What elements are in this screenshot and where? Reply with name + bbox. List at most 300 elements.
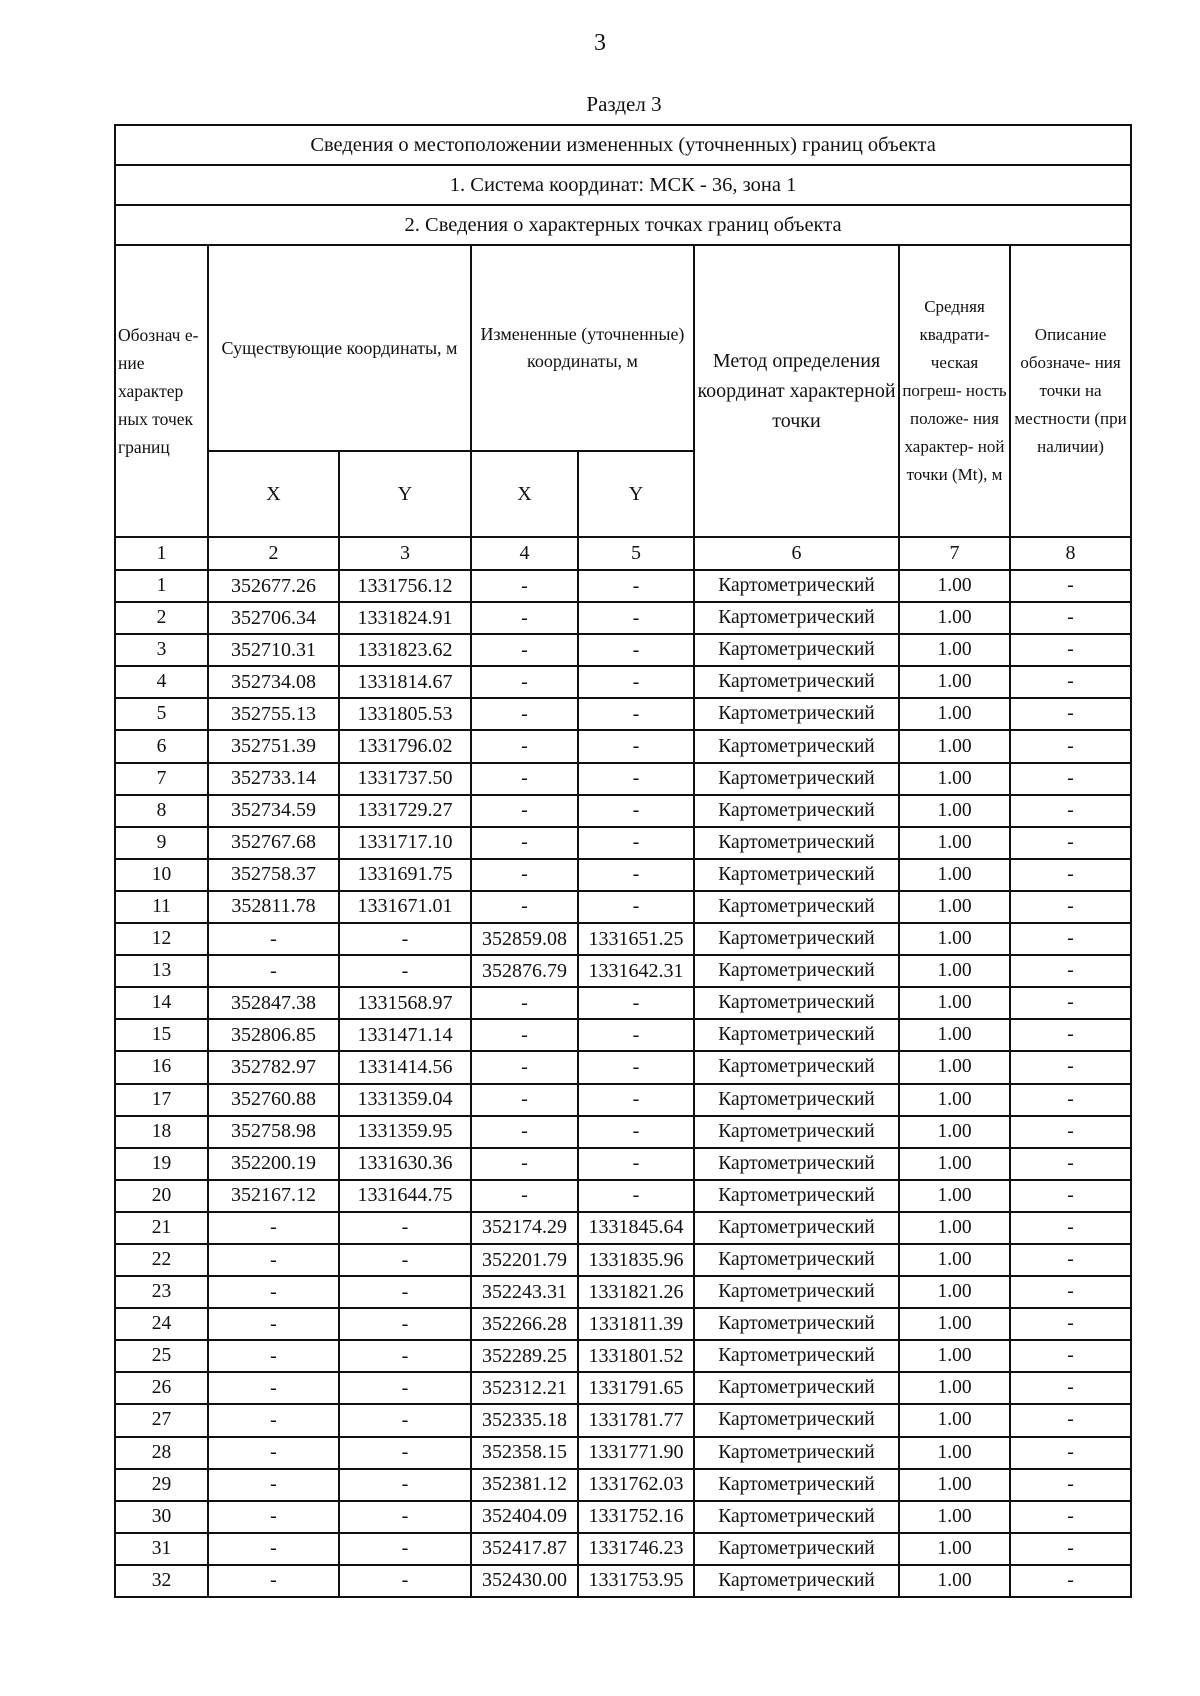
changed-y-cell: - xyxy=(578,1084,694,1116)
existing-y-cell: - xyxy=(339,1565,471,1597)
mean-error-cell: 1.00 xyxy=(899,1019,1010,1051)
point-number-cell: 25 xyxy=(115,1340,208,1372)
changed-y-cell: 1331642.31 xyxy=(578,955,694,987)
method-cell: Картометрический xyxy=(694,1565,899,1597)
existing-x-cell: - xyxy=(208,923,339,955)
point-number-cell: 18 xyxy=(115,1116,208,1148)
existing-x-cell: - xyxy=(208,1469,339,1501)
header-method: Метод определения координат характерной точки xyxy=(694,245,899,537)
changed-x-cell: - xyxy=(471,795,578,827)
existing-x-cell: - xyxy=(208,1276,339,1308)
method-cell: Картометрический xyxy=(694,570,899,602)
header-changed-coords: Измененные (уточненные) координаты, м xyxy=(471,245,694,451)
existing-y-cell: 1331823.62 xyxy=(339,634,471,666)
point-number-cell: 16 xyxy=(115,1051,208,1083)
point-number-cell: 1 xyxy=(115,570,208,602)
changed-x-cell: 352243.31 xyxy=(471,1276,578,1308)
existing-x-cell: - xyxy=(208,1533,339,1565)
mean-error-cell: 1.00 xyxy=(899,923,1010,955)
method-cell: Картометрический xyxy=(694,923,899,955)
changed-y-cell: - xyxy=(578,1148,694,1180)
changed-y-cell: - xyxy=(578,698,694,730)
table-row xyxy=(115,859,1131,891)
existing-y-cell: 1331756.12 xyxy=(339,570,471,602)
existing-x-cell: - xyxy=(208,1501,339,1533)
description-cell: - xyxy=(1010,987,1131,1019)
point-number-cell: 10 xyxy=(115,859,208,891)
mean-error-cell: 1.00 xyxy=(899,634,1010,666)
changed-y-cell: 1331811.39 xyxy=(578,1308,694,1340)
existing-y-cell: - xyxy=(339,1501,471,1533)
description-cell: - xyxy=(1010,698,1131,730)
mean-error-cell: 1.00 xyxy=(899,1565,1010,1597)
table-row xyxy=(115,1308,1131,1340)
changed-y-cell: - xyxy=(578,570,694,602)
description-cell: - xyxy=(1010,955,1131,987)
existing-x-cell: 352758.98 xyxy=(208,1116,339,1148)
column-number: 5 xyxy=(578,537,694,570)
point-number-cell: 24 xyxy=(115,1308,208,1340)
description-cell: - xyxy=(1010,602,1131,634)
changed-y-cell: 1331835.96 xyxy=(578,1244,694,1276)
table-row xyxy=(115,1084,1131,1116)
method-cell: Картометрический xyxy=(694,602,899,634)
table-row xyxy=(115,987,1131,1019)
changed-x-cell: - xyxy=(471,827,578,859)
existing-y-cell: 1331691.75 xyxy=(339,859,471,891)
description-cell: - xyxy=(1010,923,1131,955)
header-point-designation: Обознач е-ние характер ных точек границ xyxy=(115,245,208,537)
coordinates-table xyxy=(114,124,1132,1598)
changed-x-cell: - xyxy=(471,698,578,730)
existing-x-cell: - xyxy=(208,955,339,987)
changed-x-cell: - xyxy=(471,1180,578,1212)
description-cell: - xyxy=(1010,1308,1131,1340)
table-row xyxy=(115,795,1131,827)
point-number-cell: 29 xyxy=(115,1469,208,1501)
point-number-cell: 7 xyxy=(115,763,208,795)
existing-x-cell: 352734.59 xyxy=(208,795,339,827)
header-existing-coords: Существующие координаты, м xyxy=(208,245,471,451)
existing-y-cell: - xyxy=(339,1212,471,1244)
table-row xyxy=(115,1340,1131,1372)
existing-x-cell: 352806.85 xyxy=(208,1019,339,1051)
table-row xyxy=(115,763,1131,795)
point-number-cell: 8 xyxy=(115,795,208,827)
coord-system: 1. Система координат: МСК - 36, зона 1 xyxy=(115,165,1131,205)
point-number-cell: 23 xyxy=(115,1276,208,1308)
table-row xyxy=(115,1276,1131,1308)
column-number: 8 xyxy=(1010,537,1131,570)
table-row xyxy=(115,1404,1131,1436)
column-number: 7 xyxy=(899,537,1010,570)
column-numbers-row xyxy=(115,537,1131,570)
changed-y-cell: 1331845.64 xyxy=(578,1212,694,1244)
mean-error-cell: 1.00 xyxy=(899,1340,1010,1372)
point-number-cell: 17 xyxy=(115,1084,208,1116)
description-cell: - xyxy=(1010,634,1131,666)
changed-x-cell: - xyxy=(471,634,578,666)
existing-x-cell: 352751.39 xyxy=(208,730,339,762)
mean-error-cell: 1.00 xyxy=(899,795,1010,827)
mean-error-cell: 1.00 xyxy=(899,1469,1010,1501)
changed-y-cell: 1331651.25 xyxy=(578,923,694,955)
point-number-cell: 31 xyxy=(115,1533,208,1565)
changed-y-cell: - xyxy=(578,730,694,762)
section-title: Раздел 3 xyxy=(586,92,662,116)
table-row xyxy=(115,666,1131,698)
description-cell: - xyxy=(1010,570,1131,602)
mean-error-cell: 1.00 xyxy=(899,1051,1010,1083)
point-number-cell: 11 xyxy=(115,891,208,923)
description-cell: - xyxy=(1010,666,1131,698)
mean-error-cell: 1.00 xyxy=(899,1276,1010,1308)
existing-x-cell: 352733.14 xyxy=(208,763,339,795)
existing-y-cell: 1331796.02 xyxy=(339,730,471,762)
existing-y-cell: 1331359.04 xyxy=(339,1084,471,1116)
mean-error-cell: 1.00 xyxy=(899,1437,1010,1469)
table-row xyxy=(115,1437,1131,1469)
table-row xyxy=(115,1244,1131,1276)
changed-y-cell: 1331752.16 xyxy=(578,1501,694,1533)
description-cell: - xyxy=(1010,1565,1131,1597)
column-number: 2 xyxy=(208,537,339,570)
description-cell: - xyxy=(1010,1437,1131,1469)
changed-y-cell: 1331801.52 xyxy=(578,1340,694,1372)
existing-x-cell: 352767.68 xyxy=(208,827,339,859)
existing-x-cell: 352782.97 xyxy=(208,1051,339,1083)
changed-x-cell: 352417.87 xyxy=(471,1533,578,1565)
method-cell: Картометрический xyxy=(694,1051,899,1083)
header-mean-error: Средняя квадрати- ческая погреш- ность положе- ния характер- ной точки (Mt), м xyxy=(899,245,1010,537)
method-cell: Картометрический xyxy=(694,1212,899,1244)
method-cell: Картометрический xyxy=(694,987,899,1019)
existing-y-cell: - xyxy=(339,1308,471,1340)
mean-error-cell: 1.00 xyxy=(899,1244,1010,1276)
existing-x-cell: 352734.08 xyxy=(208,666,339,698)
existing-y-cell: 1331671.01 xyxy=(339,891,471,923)
point-number-cell: 12 xyxy=(115,923,208,955)
point-number-cell: 3 xyxy=(115,634,208,666)
existing-x-cell: - xyxy=(208,1340,339,1372)
existing-x-cell: 352706.34 xyxy=(208,602,339,634)
changed-x-cell: 352266.28 xyxy=(471,1308,578,1340)
existing-y-cell: - xyxy=(339,1533,471,1565)
point-number-cell: 14 xyxy=(115,987,208,1019)
existing-x-cell: - xyxy=(208,1308,339,1340)
point-number-cell: 30 xyxy=(115,1501,208,1533)
changed-y-cell: - xyxy=(578,634,694,666)
changed-y-cell: 1331746.23 xyxy=(578,1533,694,1565)
table-row xyxy=(115,1116,1131,1148)
existing-x-cell: 352677.26 xyxy=(208,570,339,602)
point-number-cell: 2 xyxy=(115,602,208,634)
table-row xyxy=(115,1148,1131,1180)
header-changed-x: X xyxy=(471,451,578,537)
existing-y-cell: - xyxy=(339,955,471,987)
changed-x-cell: - xyxy=(471,1051,578,1083)
table-row xyxy=(115,891,1131,923)
changed-x-cell: - xyxy=(471,602,578,634)
changed-y-cell: - xyxy=(578,602,694,634)
changed-x-cell: 352876.79 xyxy=(471,955,578,987)
existing-y-cell: 1331729.27 xyxy=(339,795,471,827)
existing-x-cell: 352847.38 xyxy=(208,987,339,1019)
description-cell: - xyxy=(1010,859,1131,891)
method-cell: Картометрический xyxy=(694,1469,899,1501)
method-cell: Картометрический xyxy=(694,1148,899,1180)
mean-error-cell: 1.00 xyxy=(899,1372,1010,1404)
description-cell: - xyxy=(1010,1244,1131,1276)
existing-y-cell: - xyxy=(339,1276,471,1308)
method-cell: Картометрический xyxy=(694,1244,899,1276)
existing-x-cell: 352811.78 xyxy=(208,891,339,923)
table-row xyxy=(115,1051,1131,1083)
existing-y-cell: - xyxy=(339,1437,471,1469)
existing-y-cell: - xyxy=(339,1372,471,1404)
point-number-cell: 6 xyxy=(115,730,208,762)
method-cell: Картометрический xyxy=(694,1084,899,1116)
changed-y-cell: 1331762.03 xyxy=(578,1469,694,1501)
changed-y-cell: - xyxy=(578,891,694,923)
existing-y-cell: 1331805.53 xyxy=(339,698,471,730)
changed-y-cell: 1331781.77 xyxy=(578,1404,694,1436)
column-number: 6 xyxy=(694,537,899,570)
mean-error-cell: 1.00 xyxy=(899,891,1010,923)
description-cell: - xyxy=(1010,763,1131,795)
point-number-cell: 20 xyxy=(115,1180,208,1212)
existing-y-cell: 1331414.56 xyxy=(339,1051,471,1083)
header-description: Описание обозначе- ния точки на местности (при наличии) xyxy=(1010,245,1131,537)
existing-x-cell: - xyxy=(208,1244,339,1276)
method-cell: Картометрический xyxy=(694,1276,899,1308)
changed-y-cell: - xyxy=(578,795,694,827)
existing-y-cell: - xyxy=(339,923,471,955)
table-row xyxy=(115,602,1131,634)
description-cell: - xyxy=(1010,1116,1131,1148)
changed-y-cell: - xyxy=(578,763,694,795)
changed-x-cell: - xyxy=(471,763,578,795)
method-cell: Картометрический xyxy=(694,955,899,987)
mean-error-cell: 1.00 xyxy=(899,1148,1010,1180)
description-cell: - xyxy=(1010,795,1131,827)
description-cell: - xyxy=(1010,1404,1131,1436)
table-row xyxy=(115,1565,1131,1597)
description-cell: - xyxy=(1010,1212,1131,1244)
table-row xyxy=(115,1501,1131,1533)
existing-y-cell: 1331814.67 xyxy=(339,666,471,698)
existing-x-cell: - xyxy=(208,1404,339,1436)
existing-x-cell: 352167.12 xyxy=(208,1180,339,1212)
description-cell: - xyxy=(1010,1019,1131,1051)
changed-y-cell: 1331771.90 xyxy=(578,1437,694,1469)
existing-y-cell: 1331737.50 xyxy=(339,763,471,795)
header-existing-y: Y xyxy=(339,451,471,537)
existing-y-cell: - xyxy=(339,1244,471,1276)
description-cell: - xyxy=(1010,1469,1131,1501)
changed-x-cell: 352289.25 xyxy=(471,1340,578,1372)
method-cell: Картометрический xyxy=(694,1308,899,1340)
existing-y-cell: - xyxy=(339,1469,471,1501)
mean-error-cell: 1.00 xyxy=(899,698,1010,730)
existing-x-cell: 352710.31 xyxy=(208,634,339,666)
existing-y-cell: 1331717.10 xyxy=(339,827,471,859)
changed-y-cell: - xyxy=(578,1180,694,1212)
description-cell: - xyxy=(1010,1340,1131,1372)
mean-error-cell: 1.00 xyxy=(899,602,1010,634)
mean-error-cell: 1.00 xyxy=(899,955,1010,987)
mean-error-cell: 1.00 xyxy=(899,1084,1010,1116)
changed-y-cell: 1331821.26 xyxy=(578,1276,694,1308)
method-cell: Картометрический xyxy=(694,1340,899,1372)
changed-x-cell: 352312.21 xyxy=(471,1372,578,1404)
existing-y-cell: - xyxy=(339,1340,471,1372)
mean-error-cell: 1.00 xyxy=(899,859,1010,891)
table-row xyxy=(115,730,1131,762)
changed-y-cell: - xyxy=(578,827,694,859)
changed-x-cell: 352174.29 xyxy=(471,1212,578,1244)
changed-x-cell: 352859.08 xyxy=(471,923,578,955)
mean-error-cell: 1.00 xyxy=(899,666,1010,698)
description-cell: - xyxy=(1010,1533,1131,1565)
mean-error-cell: 1.00 xyxy=(899,1180,1010,1212)
column-number: 4 xyxy=(471,537,578,570)
point-number-cell: 27 xyxy=(115,1404,208,1436)
changed-x-cell: - xyxy=(471,1116,578,1148)
table-body xyxy=(115,570,1131,1597)
point-number-cell: 5 xyxy=(115,698,208,730)
description-cell: - xyxy=(1010,1148,1131,1180)
header-changed-y: Y xyxy=(578,451,694,537)
method-cell: Картометрический xyxy=(694,666,899,698)
mean-error-cell: 1.00 xyxy=(899,987,1010,1019)
changed-x-cell: - xyxy=(471,1148,578,1180)
table-row xyxy=(115,955,1131,987)
mean-error-cell: 1.00 xyxy=(899,1533,1010,1565)
description-cell: - xyxy=(1010,1501,1131,1533)
table-row xyxy=(115,923,1131,955)
changed-x-cell: - xyxy=(471,1019,578,1051)
column-number: 3 xyxy=(339,537,471,570)
table-title: Сведения о местоположении измененных (уточненных) границ объекта xyxy=(115,125,1131,165)
table-row xyxy=(115,1469,1131,1501)
points-info: 2. Сведения о характерных точках границ объекта xyxy=(115,205,1131,245)
method-cell: Картометрический xyxy=(694,763,899,795)
changed-y-cell: - xyxy=(578,1116,694,1148)
point-number-cell: 13 xyxy=(115,955,208,987)
method-cell: Картометрический xyxy=(694,1116,899,1148)
point-number-cell: 15 xyxy=(115,1019,208,1051)
method-cell: Картометрический xyxy=(694,1372,899,1404)
changed-x-cell: - xyxy=(471,570,578,602)
existing-x-cell: - xyxy=(208,1372,339,1404)
point-number-cell: 4 xyxy=(115,666,208,698)
point-number-cell: 19 xyxy=(115,1148,208,1180)
method-cell: Картометрический xyxy=(694,1404,899,1436)
table-row xyxy=(115,1212,1131,1244)
table-row xyxy=(115,570,1131,602)
changed-x-cell: - xyxy=(471,987,578,1019)
changed-x-cell: 352381.12 xyxy=(471,1469,578,1501)
method-cell: Картометрический xyxy=(694,634,899,666)
mean-error-cell: 1.00 xyxy=(899,1212,1010,1244)
table-row xyxy=(115,827,1131,859)
changed-x-cell: - xyxy=(471,666,578,698)
method-cell: Картометрический xyxy=(694,795,899,827)
changed-y-cell: 1331791.65 xyxy=(578,1372,694,1404)
column-number: 1 xyxy=(115,537,208,570)
mean-error-cell: 1.00 xyxy=(899,1501,1010,1533)
mean-error-cell: 1.00 xyxy=(899,570,1010,602)
method-cell: Картометрический xyxy=(694,730,899,762)
changed-x-cell: 352335.18 xyxy=(471,1404,578,1436)
method-cell: Картометрический xyxy=(694,698,899,730)
page-number: 3 xyxy=(594,30,606,56)
existing-y-cell: 1331644.75 xyxy=(339,1180,471,1212)
changed-x-cell: - xyxy=(471,1084,578,1116)
existing-y-cell: - xyxy=(339,1404,471,1436)
changed-x-cell: 352430.00 xyxy=(471,1565,578,1597)
description-cell: - xyxy=(1010,891,1131,923)
point-number-cell: 21 xyxy=(115,1212,208,1244)
table-row xyxy=(115,1533,1131,1565)
changed-y-cell: - xyxy=(578,987,694,1019)
changed-y-cell: - xyxy=(578,859,694,891)
existing-x-cell: 352200.19 xyxy=(208,1148,339,1180)
changed-y-cell: 1331753.95 xyxy=(578,1565,694,1597)
existing-y-cell: 1331359.95 xyxy=(339,1116,471,1148)
point-number-cell: 32 xyxy=(115,1565,208,1597)
mean-error-cell: 1.00 xyxy=(899,827,1010,859)
point-number-cell: 26 xyxy=(115,1372,208,1404)
mean-error-cell: 1.00 xyxy=(899,730,1010,762)
changed-x-cell: - xyxy=(471,730,578,762)
existing-y-cell: 1331471.14 xyxy=(339,1019,471,1051)
table-row xyxy=(115,1019,1131,1051)
existing-y-cell: 1331824.91 xyxy=(339,602,471,634)
method-cell: Картометрический xyxy=(694,1437,899,1469)
changed-x-cell: 352201.79 xyxy=(471,1244,578,1276)
changed-x-cell: 352358.15 xyxy=(471,1437,578,1469)
method-cell: Картометрический xyxy=(694,1019,899,1051)
changed-x-cell: - xyxy=(471,891,578,923)
mean-error-cell: 1.00 xyxy=(899,763,1010,795)
table-row xyxy=(115,1372,1131,1404)
mean-error-cell: 1.00 xyxy=(899,1404,1010,1436)
description-cell: - xyxy=(1010,1276,1131,1308)
mean-error-cell: 1.00 xyxy=(899,1308,1010,1340)
existing-y-cell: 1331568.97 xyxy=(339,987,471,1019)
description-cell: - xyxy=(1010,1051,1131,1083)
existing-x-cell: - xyxy=(208,1212,339,1244)
existing-y-cell: 1331630.36 xyxy=(339,1148,471,1180)
table-row xyxy=(115,698,1131,730)
mean-error-cell: 1.00 xyxy=(899,1116,1010,1148)
description-cell: - xyxy=(1010,1084,1131,1116)
method-cell: Картометрический xyxy=(694,1180,899,1212)
method-cell: Картометрический xyxy=(694,1533,899,1565)
method-cell: Картометрический xyxy=(694,859,899,891)
description-cell: - xyxy=(1010,730,1131,762)
existing-x-cell: - xyxy=(208,1437,339,1469)
point-number-cell: 22 xyxy=(115,1244,208,1276)
changed-y-cell: - xyxy=(578,1019,694,1051)
method-cell: Картометрический xyxy=(694,827,899,859)
existing-x-cell: 352755.13 xyxy=(208,698,339,730)
changed-y-cell: - xyxy=(578,666,694,698)
point-number-cell: 9 xyxy=(115,827,208,859)
changed-y-cell: - xyxy=(578,1051,694,1083)
